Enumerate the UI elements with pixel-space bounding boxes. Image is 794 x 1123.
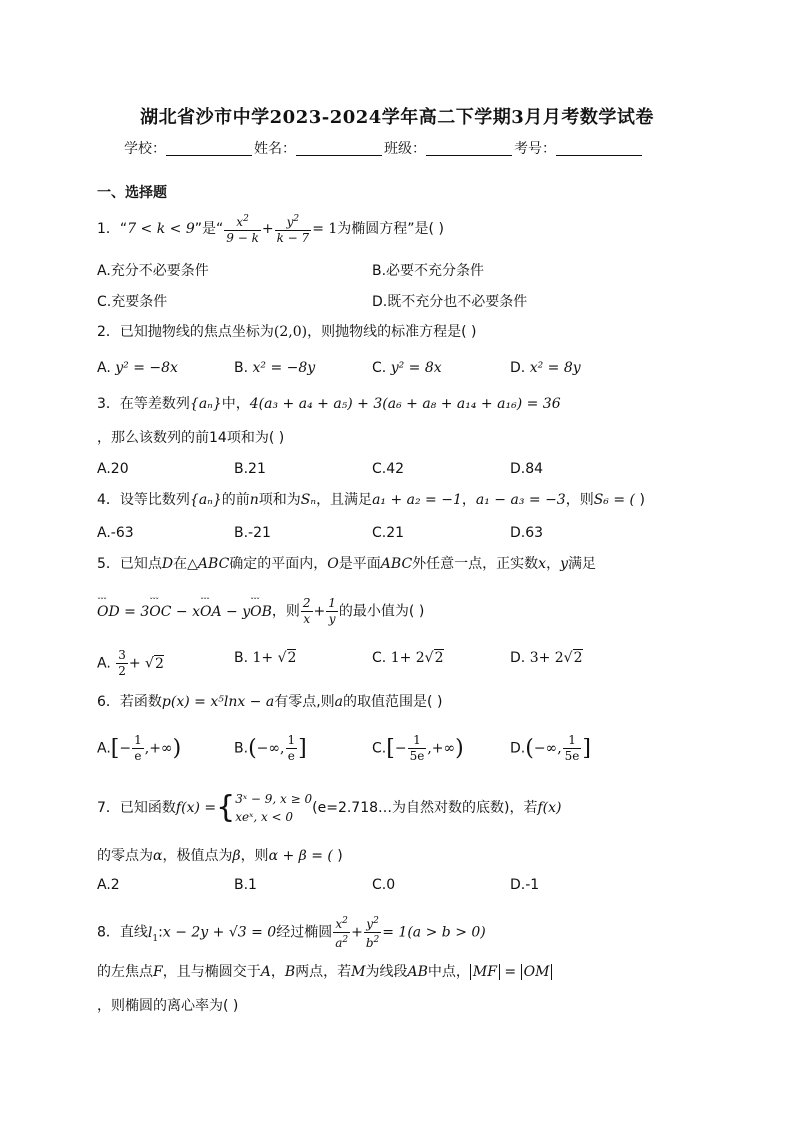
question-text: 的最小值为( ) — [338, 603, 425, 620]
question-text: 已知点 — [119, 556, 162, 572]
option-a[interactable]: A.20 — [97, 461, 129, 477]
option-c[interactable]: C.21 — [372, 525, 405, 541]
math-expression: β — [232, 848, 241, 864]
question-1: 1．“7 < k < 9”是“ $\frac{x^2}{9 - k}$ + $\frac{y^2}{k - 7}$ = 1为椭圆方程”是( ) — [97, 214, 444, 245]
option-d[interactable]: D.-1 — [510, 877, 540, 893]
option-c[interactable]: C.0 — [372, 877, 396, 893]
math-expression: = 1(a > b > 0) — [382, 924, 486, 941]
math-expression: a₁ + a₂ = −1 — [372, 492, 462, 508]
page-title: 湖北省沙市中学2023-2024学年高二下学期3月月考数学试卷 — [140, 107, 654, 128]
question-number: 4． — [97, 492, 120, 508]
option-c[interactable]: C. 1+ 2√2 — [372, 650, 444, 666]
option-d[interactable]: D.既不充分也不必要条件 — [372, 294, 528, 310]
option-a[interactable]: A.-63 — [97, 525, 134, 541]
question-text: 的零点为 — [97, 848, 153, 864]
question-text: : — [158, 924, 163, 941]
question-number: 8． — [97, 924, 120, 941]
question-text: 直线 — [119, 924, 148, 941]
math-expression: x − 2y + √3 = 0 — [162, 924, 277, 941]
option-b[interactable]: B. x² = −8y — [234, 360, 316, 376]
math-expression: $l_1$ — [147, 924, 159, 944]
question-3-line-2: ，那么该数列的前14项和为( ) — [97, 430, 285, 446]
question-number: 3． — [97, 396, 120, 412]
question-8: 8．直线$l_1:x - 2y + √3 = 0$经过椭圆 $\frac{x^2}{a^2}$ + $\frac{y^2}{b^2}$ = 1(a > b > 0) — [97, 916, 486, 950]
option-c[interactable]: C.[− $\frac{1}{5e}$ ,+∞) — [372, 733, 464, 763]
question-text: ， — [270, 964, 285, 980]
option-c[interactable]: C.42 — [372, 461, 405, 477]
math-expression: B — [284, 964, 296, 980]
question-text: 经过椭圆 — [276, 924, 333, 941]
question-text: 中点， — [427, 964, 470, 980]
math-expression: α — [153, 848, 163, 864]
question-number: 6． — [97, 694, 120, 710]
math-expression: ABC — [380, 556, 413, 572]
question-3 — [97, 394, 561, 414]
question-text: ，则抛物线的标准方程是( ) — [307, 324, 477, 340]
option-b[interactable]: B.(−∞, $\frac{1}{e}$ ] — [234, 733, 307, 763]
question-text: 已知函数 — [119, 800, 176, 816]
question-text: ，则 — [565, 492, 594, 508]
question-text: ， — [461, 492, 476, 508]
option-d[interactable]: D.(−∞, $\frac{1}{5e}$ ] — [510, 733, 592, 763]
fraction: $\frac{y^2}{b^2}$ — [365, 916, 380, 950]
math-expression: M — [351, 964, 366, 980]
question-text: 的左焦点 — [97, 964, 153, 980]
option-b[interactable]: B.1 — [234, 877, 257, 893]
option-a[interactable]: A.充分不必要条件 — [97, 263, 209, 279]
section-heading: 一、选择题 — [97, 185, 167, 201]
math-expression: f(x) = — [175, 800, 217, 816]
option-b[interactable]: B.21 — [234, 461, 266, 477]
math-expression: a — [334, 694, 344, 710]
math-expression: D — [161, 556, 174, 572]
math-expression: {aₙ} — [189, 396, 222, 412]
math-expression: f(x) — [537, 800, 562, 816]
question-text: 若函数 — [119, 694, 162, 710]
option-b[interactable]: B. 1+ √2 — [234, 650, 297, 666]
question-5-line-2: ˇˇˇ OD = 3ˇˇˇ OC − xˇˇˇ OA − yˇˇˇ OB，则 $\frac{2}{x}$ + $\frac{1}{y}$ 的最小值为( ) — [97, 596, 424, 627]
question-number: 7． — [97, 800, 120, 816]
student-info-line — [124, 138, 644, 158]
piecewise-cases: 3ˣ − 9, x ≥ 0 xeˣ, x < 0 — [235, 792, 313, 824]
question-text: 外任意一点，正实数 — [412, 556, 539, 572]
question-5 — [97, 554, 596, 574]
math-expression: a₁ − a₃ = −3 — [475, 492, 566, 508]
question-number: 1． — [97, 221, 120, 237]
math-expression: {aₙ} — [189, 492, 222, 508]
option-d[interactable]: D.63 — [510, 525, 544, 541]
question-2 — [97, 322, 477, 342]
question-text: 项和为 — [258, 492, 301, 508]
math-expression: OM — [521, 964, 553, 980]
question-text: ，则 — [271, 603, 300, 620]
school-blank[interactable] — [166, 141, 252, 156]
vector-equation: ˇˇˇ OD = 3ˇˇˇ OC − xˇˇˇ OA − yˇˇˇ OB — [97, 604, 272, 620]
option-a[interactable]: A. y² = −8x — [97, 360, 178, 376]
question-text: (e=2.718…为自然对数的底数)，若 — [312, 800, 538, 816]
question-7-line-2 — [97, 846, 343, 866]
question-text: 为线段 — [365, 964, 408, 980]
school-label: 学校： — [124, 141, 166, 157]
option-a[interactable]: A.[− $\frac{1}{e}$ ,+∞) — [97, 733, 182, 763]
question-text: ，则 — [240, 848, 269, 864]
question-text: 中， — [221, 396, 250, 412]
question-text: 满足 — [567, 556, 596, 572]
option-b[interactable]: B.-21 — [234, 525, 271, 541]
question-text: ”是“ — [194, 221, 224, 237]
question-text: 是平面 — [338, 556, 381, 572]
question-number: 2． — [97, 324, 120, 340]
math-expression: p(x) = x⁵lnx − a — [161, 694, 275, 710]
question-text: 的取值范围是( ) — [343, 694, 443, 710]
question-text: 设等比数列 — [119, 492, 190, 508]
question-text: ， — [546, 556, 561, 572]
question-text: 两点，若 — [295, 964, 352, 980]
math-expression: y — [560, 556, 568, 572]
question-text: ) — [635, 492, 645, 508]
math-expression: n — [249, 492, 259, 508]
fraction: $\frac{x^2}{a^2}$ — [335, 916, 349, 950]
math-expression: (2,0) — [273, 324, 308, 340]
math-expression: AB — [407, 964, 428, 980]
option-d[interactable]: D.84 — [510, 461, 544, 477]
number-label: 考号： — [514, 141, 556, 157]
option-c[interactable]: C. y² = 8x — [372, 360, 442, 376]
math-expression: MF — [470, 964, 500, 980]
class-blank[interactable] — [426, 141, 512, 156]
math-expression: α + β = ( — [268, 848, 333, 864]
class-label: 班级： — [384, 141, 426, 157]
math-expression: S₆ = ( — [593, 492, 636, 508]
math-expression: x — [538, 556, 547, 572]
question-text: “ — [119, 221, 128, 237]
question-text: ，且满足 — [316, 492, 373, 508]
question-text: 有零点,则 — [274, 694, 335, 710]
question-8-line-2 — [97, 962, 552, 982]
math-expression: Sₙ — [300, 492, 317, 508]
fraction: $\frac{2}{x}$ — [302, 596, 311, 626]
equals-sign: = — [499, 964, 521, 980]
math-expression: F — [153, 964, 163, 980]
fraction: $\frac{x^2}{9 - k}$ — [226, 214, 259, 245]
question-7: 7．已知函数f(x) ={ 3ˣ − 9, x ≥ 0 xeˣ, x < 0 (e=2.718…为自然对数的底数)，若f(x) — [97, 790, 562, 825]
math-expression: △ABC — [187, 556, 230, 572]
question-text: 已知抛物线的焦点坐标为 — [119, 324, 274, 340]
question-text: ，极值点为 — [162, 848, 233, 864]
question-4 — [97, 490, 645, 510]
question-text: 的前 — [221, 492, 250, 508]
option-a[interactable]: A. $\frac{3}{2}$ + √2 — [97, 648, 164, 678]
question-6 — [97, 692, 442, 712]
name-label: 姓名： — [254, 141, 296, 157]
question-text: 在 — [173, 556, 188, 572]
fraction: $\frac{y^2}{k - 7}$ — [276, 214, 310, 245]
option-a[interactable]: A.2 — [97, 877, 120, 893]
name-blank[interactable] — [296, 141, 382, 156]
math-expression: A — [260, 964, 271, 980]
math-expression: 4(a₃ + a₄ + a₅) + 3(a₆ + a₈ + a₁₄ + a₁₆) = 36 — [249, 396, 561, 412]
question-number: 5． — [97, 556, 120, 572]
question-text: ) — [332, 848, 343, 864]
option-b[interactable]: B.必要不充分条件 — [372, 263, 485, 279]
fraction: $\frac{1}{y}$ — [328, 596, 336, 626]
question-text: 在等差数列 — [119, 396, 190, 412]
math-expression: O — [327, 556, 339, 572]
option-d[interactable]: D. x² = 8y — [510, 360, 581, 376]
question-text: 确定的平面内， — [229, 556, 328, 572]
number-blank[interactable] — [556, 141, 642, 156]
question-text: 为椭圆方程”是( ) — [337, 221, 444, 237]
question-8-line-3: ，则椭圆的离心率为( ) — [97, 998, 239, 1014]
question-text: ，且与椭圆交于 — [162, 964, 261, 980]
math-expression: 7 < k < 9 — [127, 221, 195, 237]
option-c[interactable]: C.充要条件 — [97, 294, 168, 310]
option-d[interactable]: D. 3+ 2√2 — [510, 650, 583, 666]
